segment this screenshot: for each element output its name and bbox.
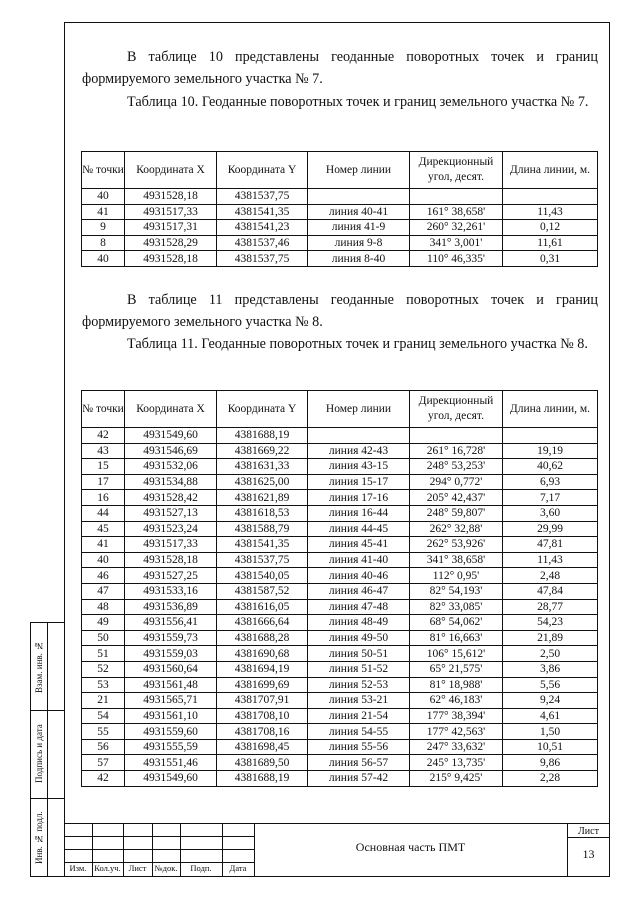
stamp-col-date: Дата <box>229 863 247 873</box>
header-y: Координата Y <box>217 152 308 189</box>
table-row <box>82 739 598 755</box>
cell-length: 9,24 <box>503 693 598 709</box>
cell-x: 4931528,29 <box>125 235 217 251</box>
table-row <box>82 235 598 251</box>
cell-x: 4931556,41 <box>125 615 217 631</box>
header-line: Номер линии <box>308 152 410 189</box>
cell-angle: 106° 15,612' <box>410 646 503 662</box>
sheet-label: Лист <box>578 826 599 837</box>
cell-angle <box>410 189 503 205</box>
table-row <box>82 251 598 267</box>
cell-angle: 341° 3,001' <box>410 235 503 251</box>
cell-line: линия 57-42 <box>308 771 410 787</box>
cell-angle: 262° 32,88' <box>410 521 503 537</box>
cell-length: 40,62 <box>503 459 598 475</box>
stamp-col-change: Изм. <box>69 863 87 873</box>
cell-x: 4931549,60 <box>125 771 217 787</box>
document-title: Основная часть ПМТ <box>355 840 466 854</box>
cell-line: линия 43-15 <box>308 459 410 475</box>
cell-x: 4931559,73 <box>125 630 217 646</box>
header-point: № точки <box>82 391 125 428</box>
cell-line: линия 47-48 <box>308 599 410 615</box>
cell-line: линия 16-44 <box>308 505 410 521</box>
cell-length: 11,43 <box>503 204 598 220</box>
table-row <box>82 693 598 709</box>
header-length: Длина линии, м. <box>503 391 598 428</box>
paragraph-table11-intro: В таблице 11 представлены геоданные поворотных точек и границ формируемого земельного участка № 8. <box>82 292 598 330</box>
paragraph-table10-intro: В таблице 10 представлены геоданные поворотных точек и границ формируемого земельного участка № 7. <box>82 49 598 87</box>
cell-y: 4381540,05 <box>217 568 308 584</box>
cell-x: 4931536,89 <box>125 599 217 615</box>
cell-angle: 205° 42,437' <box>410 490 503 506</box>
cell-angle: 82° 54,193' <box>410 583 503 599</box>
cell-line: линия 45-41 <box>308 537 410 553</box>
side-label-replacement: Взам. инв. № <box>34 640 44 693</box>
table-row <box>82 552 598 568</box>
cell-x: 4931527,25 <box>125 568 217 584</box>
cell-length: 11,43 <box>503 552 598 568</box>
header-angle: Дирекционный угол, десят. <box>410 391 503 428</box>
cell-angle: 260° 32,261' <box>410 220 503 236</box>
header-y: Координата Y <box>217 391 308 428</box>
cell-line: линия 52-53 <box>308 677 410 693</box>
cell-y: 4381707,91 <box>217 693 308 709</box>
cell-angle: 261° 16,728' <box>410 443 503 459</box>
cell-y: 4381708,10 <box>217 708 308 724</box>
geodata-table-11 <box>81 390 598 787</box>
cell-angle: 341° 38,658' <box>410 552 503 568</box>
cell-angle: 81° 16,663' <box>410 630 503 646</box>
cell-y: 4381698,45 <box>217 739 308 755</box>
cell-x: 4931560,64 <box>125 661 217 677</box>
table-header-row <box>82 152 598 189</box>
cell-point: 42 <box>82 428 125 444</box>
stamp-col-sheet: Лист <box>128 863 147 873</box>
cell-line: линия 53-21 <box>308 693 410 709</box>
cell-x: 4931561,10 <box>125 708 217 724</box>
cell-angle: 82° 33,085' <box>410 599 503 615</box>
cell-point: 40 <box>82 189 125 205</box>
cell-length: 5,56 <box>503 677 598 693</box>
cell-y: 4381587,52 <box>217 583 308 599</box>
table-row <box>82 630 598 646</box>
table-row <box>82 428 598 444</box>
cell-angle: 215° 9,425' <box>410 771 503 787</box>
table-row <box>82 443 598 459</box>
header-angle: Дирекционный угол, десят. <box>410 152 503 189</box>
cell-point: 16 <box>82 490 125 506</box>
cell-point: 47 <box>82 583 125 599</box>
cell-y: 4381688,28 <box>217 630 308 646</box>
cell-y: 4381694,19 <box>217 661 308 677</box>
cell-point: 55 <box>82 724 125 740</box>
cell-point: 40 <box>82 552 125 568</box>
table-row <box>82 220 598 236</box>
cell-x: 4931528,18 <box>125 189 217 205</box>
cell-line: линия 21-54 <box>308 708 410 724</box>
cell-x: 4931517,33 <box>125 204 217 220</box>
cell-y: 4381541,35 <box>217 204 308 220</box>
cell-line: линия 46-47 <box>308 583 410 599</box>
table-row <box>82 521 598 537</box>
cell-line: линия 44-45 <box>308 521 410 537</box>
cell-length: 9,86 <box>503 755 598 771</box>
cell-angle: 62° 46,183' <box>410 693 503 709</box>
cell-y: 4381699,69 <box>217 677 308 693</box>
cell-x: 4931549,60 <box>125 428 217 444</box>
cell-x: 4931533,16 <box>125 583 217 599</box>
cell-y: 4381689,50 <box>217 755 308 771</box>
table-row <box>82 459 598 475</box>
cell-line <box>308 189 410 205</box>
cell-line: линия 15-17 <box>308 474 410 490</box>
cell-length <box>503 428 598 444</box>
stamp-col-signature: Подп. <box>190 863 212 873</box>
cell-y: 4381688,19 <box>217 428 308 444</box>
cell-point: 42 <box>82 771 125 787</box>
cell-length: 3,86 <box>503 661 598 677</box>
cell-line: линия 41-9 <box>308 220 410 236</box>
cell-x: 4931561,48 <box>125 677 217 693</box>
cell-y: 4381537,46 <box>217 235 308 251</box>
cell-angle: 247° 33,632' <box>410 739 503 755</box>
cell-length: 3,60 <box>503 505 598 521</box>
cell-point: 50 <box>82 630 125 646</box>
cell-line: линия 56-57 <box>308 755 410 771</box>
cell-angle: 177° 42,563' <box>410 724 503 740</box>
table-row <box>82 568 598 584</box>
cell-length: 2,28 <box>503 771 598 787</box>
cell-length: 10,51 <box>503 739 598 755</box>
caption-table10: Таблица 10. Геоданные поворотных точек и границ земельного участка № 7. <box>127 94 589 110</box>
table-row <box>82 771 598 787</box>
cell-x: 4931559,60 <box>125 724 217 740</box>
cell-angle: 245° 13,735' <box>410 755 503 771</box>
cell-point: 53 <box>82 677 125 693</box>
header-line: Номер линии <box>308 391 410 428</box>
header-x: Координата X <box>125 152 217 189</box>
cell-y: 4381618,53 <box>217 505 308 521</box>
cell-point: 56 <box>82 739 125 755</box>
header-length: Длина линии, м. <box>503 152 598 189</box>
cell-x: 4931546,69 <box>125 443 217 459</box>
table-row <box>82 599 598 615</box>
cell-x: 4931528,18 <box>125 251 217 267</box>
cell-length: 0,12 <box>503 220 598 236</box>
table-row <box>82 537 598 553</box>
cell-x: 4931532,06 <box>125 459 217 475</box>
cell-point: 21 <box>82 693 125 709</box>
cell-point: 46 <box>82 568 125 584</box>
cell-length <box>503 189 598 205</box>
cell-point: 49 <box>82 615 125 631</box>
cell-point: 51 <box>82 646 125 662</box>
cell-length: 1,50 <box>503 724 598 740</box>
cell-length: 29,99 <box>503 521 598 537</box>
cell-angle: 177° 38,394' <box>410 708 503 724</box>
cell-y: 4381621,89 <box>217 490 308 506</box>
cell-angle: 248° 53,253' <box>410 459 503 475</box>
cell-point: 17 <box>82 474 125 490</box>
cell-length: 0,31 <box>503 251 598 267</box>
side-stamp <box>30 622 64 877</box>
table-row <box>82 646 598 662</box>
cell-x: 4931517,33 <box>125 537 217 553</box>
cell-x: 4931527,13 <box>125 505 217 521</box>
cell-y: 4381708,16 <box>217 724 308 740</box>
cell-line: линия 48-49 <box>308 615 410 631</box>
cell-y: 4381537,75 <box>217 251 308 267</box>
cell-length: 2,50 <box>503 646 598 662</box>
cell-angle: 262° 53,926' <box>410 537 503 553</box>
cell-line: линия 17-16 <box>308 490 410 506</box>
cell-line: линия 40-46 <box>308 568 410 584</box>
cell-angle <box>410 428 503 444</box>
cell-point: 44 <box>82 505 125 521</box>
cell-angle: 81° 18,988' <box>410 677 503 693</box>
cell-line: линия 51-52 <box>308 661 410 677</box>
cell-point: 43 <box>82 443 125 459</box>
cell-point: 48 <box>82 599 125 615</box>
cell-x: 4931523,24 <box>125 521 217 537</box>
cell-line: линия 9-8 <box>308 235 410 251</box>
cell-point: 15 <box>82 459 125 475</box>
cell-y: 4381688,19 <box>217 771 308 787</box>
cell-line: линия 49-50 <box>308 630 410 646</box>
cell-line: линия 40-41 <box>308 204 410 220</box>
cell-line: линия 8-40 <box>308 251 410 267</box>
cell-y: 4381631,33 <box>217 459 308 475</box>
cell-y: 4381625,00 <box>217 474 308 490</box>
stamp-col-count: Кол.уч. <box>94 863 121 873</box>
cell-line: линия 54-55 <box>308 724 410 740</box>
cell-y: 4381669,22 <box>217 443 308 459</box>
table-row <box>82 724 598 740</box>
geodata-table-10 <box>81 151 598 267</box>
cell-point: 57 <box>82 755 125 771</box>
cell-y: 4381588,79 <box>217 521 308 537</box>
cell-length: 28,77 <box>503 599 598 615</box>
cell-line: линия 41-40 <box>308 552 410 568</box>
cell-angle: 294° 0,772' <box>410 474 503 490</box>
cell-x: 4931555,59 <box>125 739 217 755</box>
cell-y: 4381690,68 <box>217 646 308 662</box>
cell-x: 4931551,46 <box>125 755 217 771</box>
cell-x: 4931559,03 <box>125 646 217 662</box>
cell-angle: 248° 59,807' <box>410 505 503 521</box>
side-label-original: Инв. № подл. <box>34 811 44 865</box>
table-row <box>82 755 598 771</box>
cell-line: линия 42-43 <box>308 443 410 459</box>
table-row <box>82 615 598 631</box>
table-row <box>82 661 598 677</box>
cell-y: 4381541,23 <box>217 220 308 236</box>
table-row <box>82 583 598 599</box>
table-row <box>82 189 598 205</box>
cell-angle: 65° 21,575' <box>410 661 503 677</box>
table-row <box>82 708 598 724</box>
table-header-row <box>82 391 598 428</box>
cell-point: 40 <box>82 251 125 267</box>
cell-y: 4381616,05 <box>217 599 308 615</box>
cell-x: 4931528,42 <box>125 490 217 506</box>
cell-length: 6,93 <box>503 474 598 490</box>
cell-point: 54 <box>82 708 125 724</box>
table-row <box>82 490 598 506</box>
cell-length: 7,17 <box>503 490 598 506</box>
cell-length: 47,81 <box>503 537 598 553</box>
cell-point: 41 <box>82 204 125 220</box>
cell-y: 4381537,75 <box>217 189 308 205</box>
cell-x: 4931517,31 <box>125 220 217 236</box>
table-row <box>82 204 598 220</box>
caption-table11: Таблица 11. Геоданные поворотных точек и границ земельного участка № 8. <box>127 336 588 352</box>
cell-y: 4381666,64 <box>217 615 308 631</box>
table-row <box>82 474 598 490</box>
cell-length: 11,61 <box>503 235 598 251</box>
cell-x: 4931565,71 <box>125 693 217 709</box>
cell-length: 54,23 <box>503 615 598 631</box>
cell-angle: 68° 54,062' <box>410 615 503 631</box>
cell-x: 4931528,18 <box>125 552 217 568</box>
cell-point: 52 <box>82 661 125 677</box>
cell-line: линия 50-51 <box>308 646 410 662</box>
cell-point: 9 <box>82 220 125 236</box>
cell-y: 4381541,35 <box>217 537 308 553</box>
cell-line <box>308 428 410 444</box>
cell-length: 4,61 <box>503 708 598 724</box>
title-block <box>64 823 610 877</box>
cell-angle: 112° 0,95' <box>410 568 503 584</box>
table-row <box>82 677 598 693</box>
header-x: Координата X <box>125 391 217 428</box>
cell-point: 45 <box>82 521 125 537</box>
cell-y: 4381537,75 <box>217 552 308 568</box>
stamp-col-doc: №док. <box>154 863 178 873</box>
cell-angle: 161° 38,658' <box>410 204 503 220</box>
cell-length: 2,48 <box>503 568 598 584</box>
cell-length: 47,84 <box>503 583 598 599</box>
cell-length: 21,89 <box>503 630 598 646</box>
table-row <box>82 505 598 521</box>
sheet-number: 13 <box>582 847 595 861</box>
cell-line: линия 55-56 <box>308 739 410 755</box>
cell-x: 4931534,88 <box>125 474 217 490</box>
header-point: № точки <box>82 152 125 189</box>
side-label-signature: Подпись и дата <box>34 724 44 784</box>
cell-point: 41 <box>82 537 125 553</box>
cell-length: 19,19 <box>503 443 598 459</box>
cell-point: 8 <box>82 235 125 251</box>
cell-angle: 110° 46,335' <box>410 251 503 267</box>
